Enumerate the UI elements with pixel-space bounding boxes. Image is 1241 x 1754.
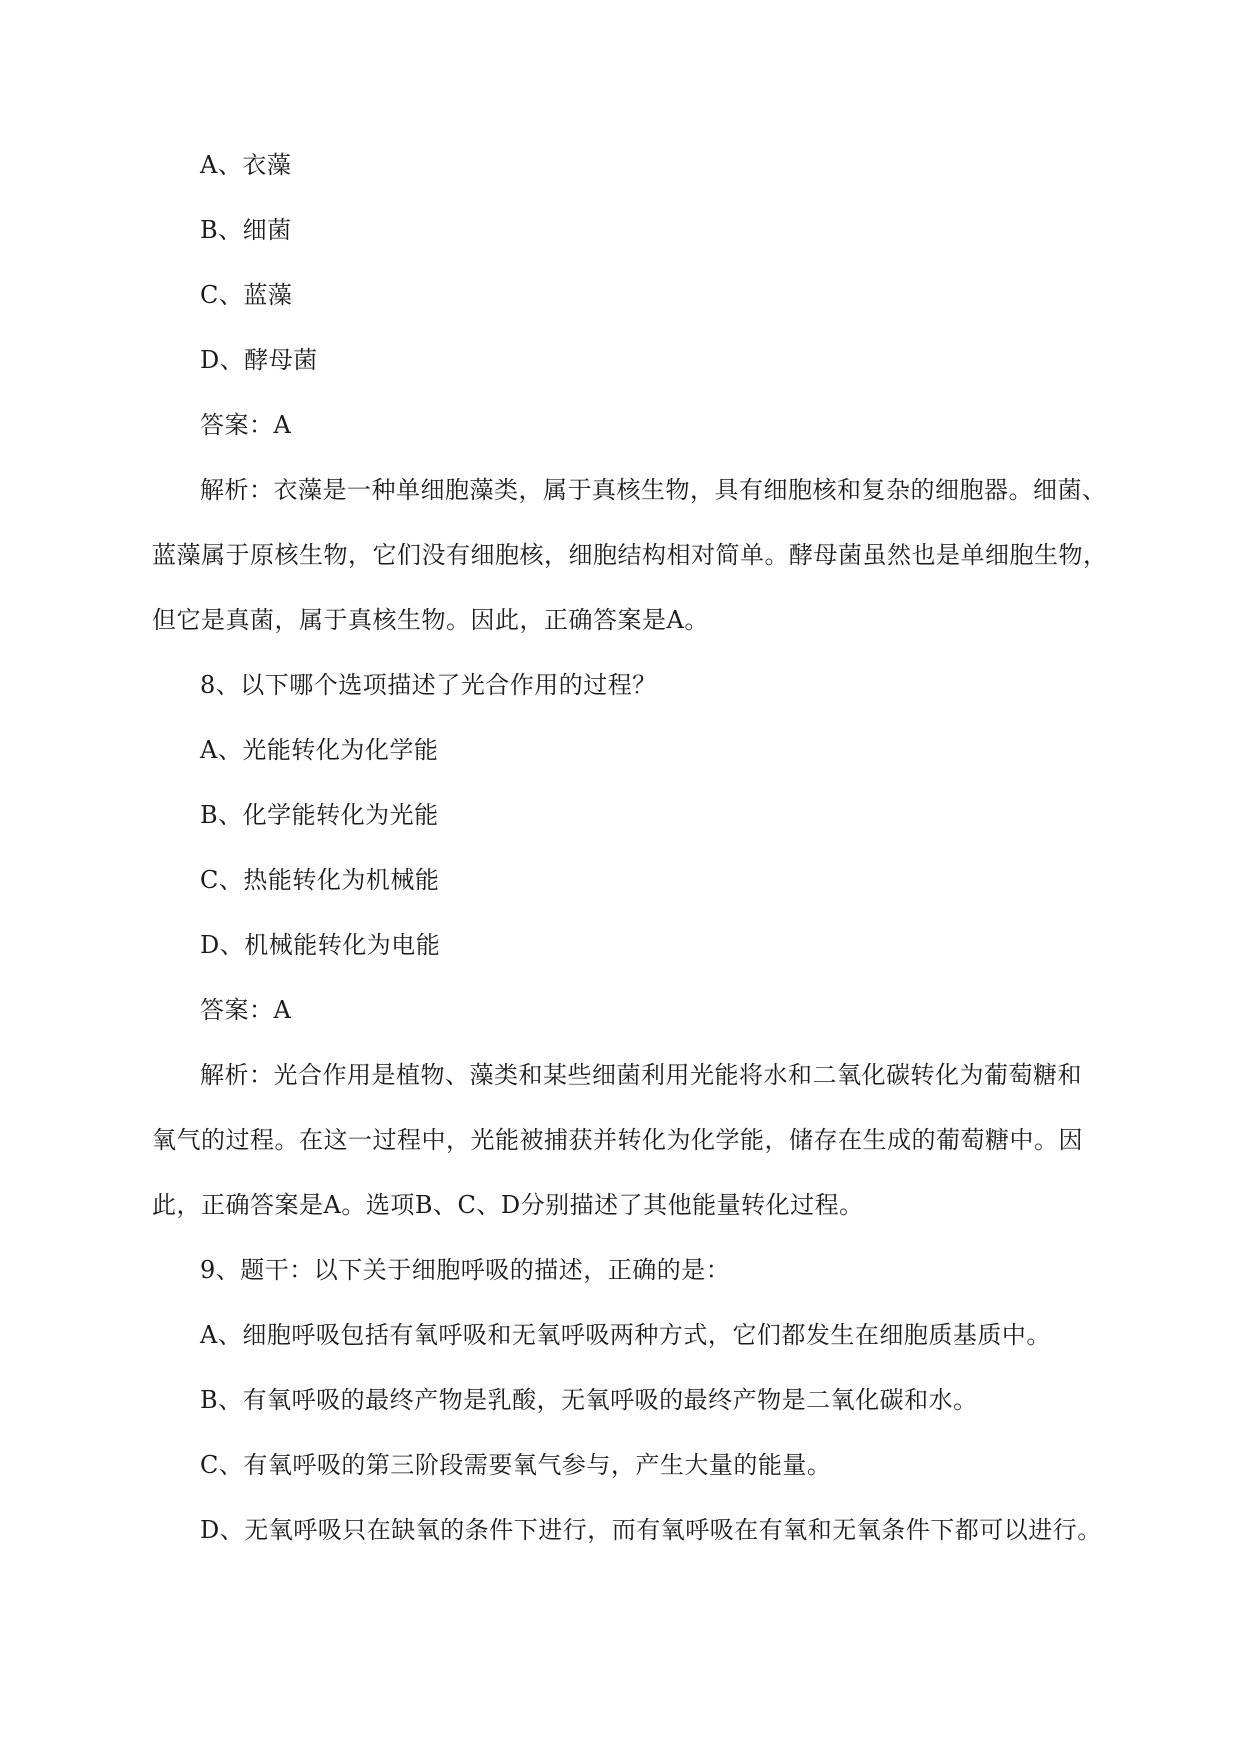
q8-option-c: C、热能转化为机械能 <box>200 866 440 894</box>
q7-explanation-line-2: 蓝藻属于原核生物，它们没有细胞核，细胞结构相对简单。酵母菌虽然也是单细胞生物， <box>152 541 1108 569</box>
q9-option-a: A、细胞呼吸包括有氧呼吸和无氧呼吸两种方式，它们都发生在细胞质基质中。 <box>200 1321 1051 1349</box>
q8-explanation-line-3: 此，正确答案是A。选项B、C、D分别描述了其他能量转化过程。 <box>152 1191 864 1219</box>
q9-option-c: C、有氧呼吸的第三阶段需要氧气参与，产生大量的能量。 <box>200 1451 832 1479</box>
q7-option-c: C、蓝藻 <box>200 281 293 309</box>
q8-answer: 答案：A <box>200 996 292 1024</box>
q8-option-a: A、光能转化为化学能 <box>200 736 439 764</box>
q7-option-d: D、酵母菌 <box>200 346 318 374</box>
q7-option-b: B、细菌 <box>200 216 292 244</box>
q7-answer: 答案：A <box>200 411 292 439</box>
q7-option-a: A、衣藻 <box>200 151 292 179</box>
q9-option-d: D、无氧呼吸只在缺氧的条件下进行，而有氧呼吸在有氧和无氧条件下都可以进行。 <box>200 1516 1102 1544</box>
q9-option-b: B、有氧呼吸的最终产物是乳酸，无氧呼吸的最终产物是二氧化碳和水。 <box>200 1386 978 1414</box>
q9-stem: 9、题干：以下关于细胞呼吸的描述，正确的是： <box>200 1256 731 1284</box>
q7-explanation-line-1: 解析：衣藻是一种单细胞藻类，属于真核生物，具有细胞核和复杂的细胞器。细菌、 <box>200 476 1107 504</box>
q8-stem: 8、以下哪个选项描述了光合作用的过程？ <box>200 671 657 699</box>
q7-explanation-line-3: 但它是真菌，属于真核生物。因此，正确答案是A。 <box>152 606 709 634</box>
q8-option-b: B、化学能转化为光能 <box>200 801 439 829</box>
q8-explanation-line-2: 氧气的过程。在这一过程中，光能被捕获并转化为化学能，储存在生成的葡萄糖中。因 <box>152 1126 1083 1154</box>
q8-explanation-line-1: 解析：光合作用是植物、藻类和某些细菌利用光能将水和二氧化碳转化为葡萄糖和 <box>200 1061 1082 1089</box>
q8-option-d: D、机械能转化为电能 <box>200 931 441 959</box>
